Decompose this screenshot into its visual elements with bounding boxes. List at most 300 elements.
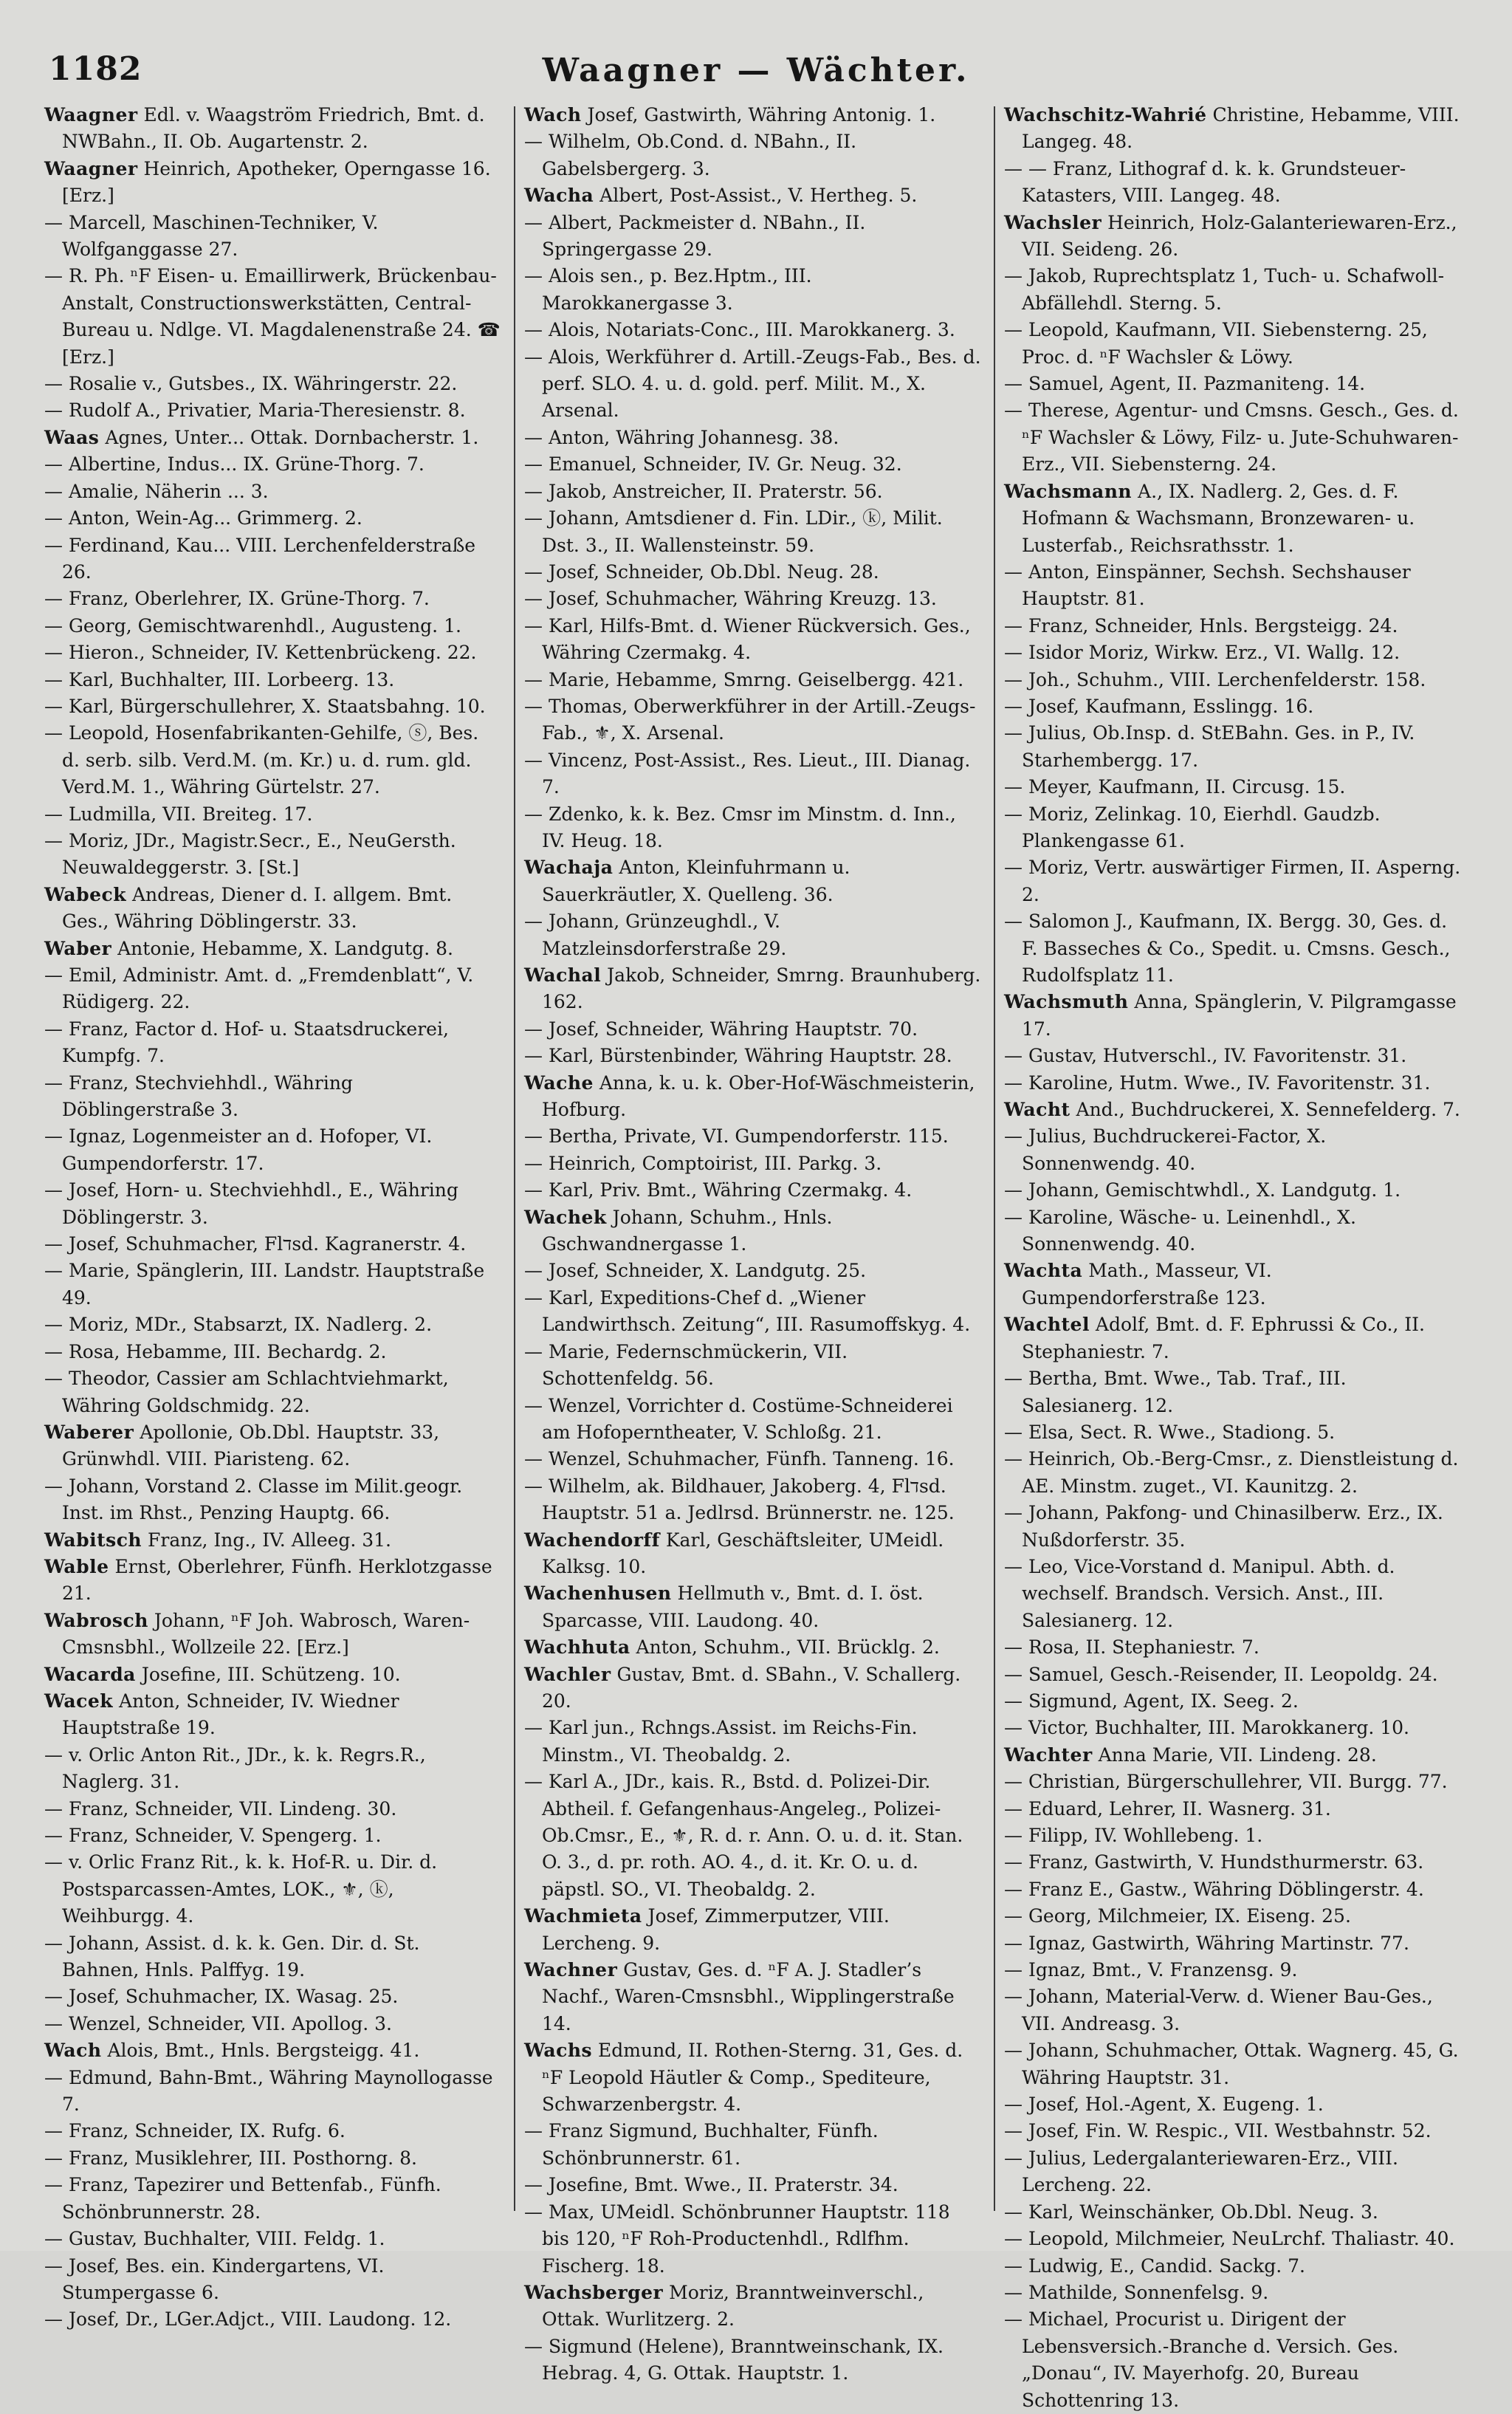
entry-surname: Wacht — [1004, 1099, 1071, 1121]
entry-text: — Franz, Schneider, Hnls. Bergsteigg. 24. — [1004, 614, 1398, 637]
directory-entry — [44, 1258, 502, 1311]
directory-entry — [524, 1177, 982, 1204]
directory-entry — [44, 371, 502, 397]
directory-entry — [44, 532, 502, 586]
entry-text: — Jakob, Ruprechtsplatz 1, Tuch- u. Schafwoll-Abfällehdl. Sterng. 5. — [1004, 265, 1445, 314]
entry-text: Anna, Spänglerin, V. Pilgramgasse 17. — [1022, 991, 1457, 1040]
entry-surname: Waberer — [44, 1421, 134, 1443]
directory-entry — [44, 2306, 502, 2333]
entry-text: — Karl, Weinschänker, Ob.Dbl. Neug. 3. — [1004, 2201, 1378, 2223]
directory-entry — [524, 1123, 982, 1150]
entry-text: — Franz, Schneider, VII. Lindeng. 30. — [44, 1797, 397, 1820]
entry-text: — Heinrich, Comptoirist, III. Parkg. 3. — [524, 1152, 882, 1174]
entry-surname: Waagner — [44, 157, 138, 179]
entry-surname: Wachs — [524, 2040, 593, 2062]
entry-text: — Ignaz, Bmt., V. Franzensg. 9. — [1004, 1959, 1298, 1981]
entry-text: — Josef, Horn- u. Stechviehhdl., E., Währing Döblingerstr. 3. — [44, 1179, 458, 1228]
entry-surname: Wachter — [1004, 1743, 1093, 1766]
directory-entry — [524, 1473, 982, 1527]
entry-surname: Wachner — [524, 1959, 618, 1981]
entry-text: — Johann, Schuhmacher, Ottak. Wagnerg. 45, G. Währing Hauptstr. 31. — [1004, 2040, 1459, 2088]
entry-text: — Max, UMeidl. Schönbrunner Hauptstr. 118 bis 120, ⁿF Roh-Productenhdl., Rdlfhm. Fischerg. 18. — [524, 2201, 950, 2277]
directory-entry — [524, 1634, 982, 1661]
entry-text: — Josef, Fin. W. Respic., VII. Westbahnstr. 52. — [1004, 2120, 1432, 2142]
entry-text: — v. Orlic Anton Rit., JDr., k. k. Regrs.R., Naglerg. 31. — [44, 1743, 426, 1793]
directory-entry — [1004, 2118, 1462, 2144]
column-3 — [1004, 102, 1462, 2411]
entry-text: — Rosa, II. Stephaniestr. 7. — [1004, 1636, 1260, 1659]
entry-text: And., Buchdruckerei, X. Sennefelderg. 7. — [1070, 1099, 1460, 1121]
directory-entry — [44, 2253, 502, 2307]
entry-text: — — Franz, Lithograf d. k. k. Grundsteuer-Katasters, VIII. Langeg. 48. — [1004, 157, 1406, 207]
entry-text: — Victor, Buchhalter, III. Marokkanerg. 10. — [1004, 1717, 1409, 1739]
directory-entry — [1004, 559, 1462, 613]
entry-text: — Anton, Einspänner, Sechsh. Sechshauser Hauptstr. 81. — [1004, 560, 1411, 610]
entry-text: — Rosalie v., Gutsbes., IX. Währingerstr. 22. — [44, 373, 458, 395]
directory-entry — [44, 1554, 502, 1608]
entry-text: — Franz, Oberlehrer, IX. Grüne-Thorg. 7. — [44, 588, 430, 610]
entry-text: — Albert, Packmeister d. NBahn., II. Springergasse 29. — [524, 211, 866, 261]
directory-entry — [44, 505, 502, 532]
directory-entry — [524, 317, 982, 343]
entry-text: — Karl, Bürstenbinder, Währing Hauptstr. 28. — [524, 1045, 952, 1067]
directory-entry — [44, 2065, 502, 2119]
directory-entry — [524, 479, 982, 505]
entry-text: — Michael, Procurist u. Dirigent der Lebensversich.-Branche d. Versich. Ges. „Donau“, IV. Mayerhofg. 20, Bureau Schottenring 13. — [1004, 2308, 1399, 2411]
entry-text: — Johann, Material-Verw. d. Wiener Bau-Ges., VII. Andreasg. 3. — [1004, 1986, 1433, 2034]
entry-text: Christine, Hebamme, VIII. Langeg. 48. — [1022, 104, 1460, 153]
entry-text: — Karl, Priv. Bmt., Währing Czermakg. 4. — [524, 1179, 913, 1201]
directory-entry — [1004, 1957, 1462, 1983]
directory-entry — [1004, 397, 1462, 478]
entry-surname: Wachsler — [1004, 211, 1102, 233]
entry-text: — Anton, Währing Johannesg. 38. — [524, 426, 839, 448]
entry-text: — Therese, Agentur- und Cmsns. Gesch., Ges. d. ⁿF Wachsler & Löwy, Filz- u. Jute-Schuhwaren-Erz., VII. Siebensterng. 24. — [1004, 400, 1459, 476]
directory-entry — [1004, 1043, 1462, 1069]
entry-text: — Alois, Werkführer d. Artill.-Zeugs-Fab., Bes. d. perf. SLO. 4. u. d. gold. perf. Milit. M., X. Arsenal. — [524, 346, 981, 422]
entry-text: A., IX. Nadlerg. 2, Ges. d. F. Hofmann & Wachsmann, Bronzewaren- u. Lusterfab., Reichsrathsstr. 1. — [1022, 480, 1415, 556]
directory-entry — [44, 2172, 502, 2226]
entry-surname: Wabitsch — [44, 1529, 142, 1551]
directory-entry — [1004, 263, 1462, 317]
directory-entry — [44, 263, 502, 371]
entry-text: — Meyer, Kaufmann, II. Circusg. 15. — [1004, 776, 1346, 798]
directory-entry — [44, 2011, 502, 2037]
directory-entry — [44, 882, 502, 936]
directory-entry — [1004, 1876, 1462, 1903]
directory-entry — [524, 1446, 982, 1472]
entry-text: — Alois sen., p. Bez.Hptm., III. Marokkanergasse 3. — [524, 265, 812, 314]
directory-entry — [44, 1123, 502, 1177]
directory-entry — [524, 1204, 982, 1258]
directory-entry — [44, 1527, 502, 1554]
entry-text: — Josef, Schneider, Ob.Dbl. Neug. 28. — [524, 560, 879, 583]
directory-entry — [1004, 854, 1462, 908]
directory-entry — [44, 1930, 502, 1984]
entry-text: — Filipp, IV. Wohllebeng. 1. — [1004, 1825, 1263, 1846]
directory-entry — [524, 1393, 982, 1447]
entry-text: — Karl, Bürgerschullehrer, X. Staatsbahng. 10. — [44, 695, 486, 717]
entry-text: — Christian, Bürgerschullehrer, VII. Burgg. 77. — [1004, 1771, 1448, 1793]
directory-entry — [44, 1796, 502, 1822]
entry-text: Apollonie, Ob.Dbl. Hauptstr. 33, Grünwhdl. VIII. Piaristeng. 62. — [62, 1421, 440, 1470]
directory-entry — [524, 1662, 982, 1715]
directory-entry — [44, 1849, 502, 1930]
directory-entry — [524, 908, 982, 962]
entry-text: — Jakob, Anstreicher, II. Praterstr. 56. — [524, 480, 883, 502]
entry-text: — Marie, Hebamme, Smrng. Geiselbergg. 421. — [524, 668, 964, 690]
directory-entry — [524, 182, 982, 209]
entry-surname: Wachsberger — [524, 2281, 664, 2303]
directory-entry — [44, 156, 502, 210]
entry-surname: Wachek — [524, 1206, 607, 1228]
directory-entry — [44, 801, 502, 828]
directory-entry — [524, 1151, 982, 1177]
directory-entry — [1004, 667, 1462, 693]
directory-entry — [524, 1016, 982, 1043]
entry-text: — Rosa, Hebamme, III. Bechardg. 2. — [44, 1340, 387, 1362]
entry-text: — Theodor, Cassier am Schlachtviehmarkt, Währing Goldschmidg. 22. — [44, 1368, 449, 1416]
entry-text: — Leopold, Hosenfabrikanten-Gehilfe, ⓢ, Bes. d. serb. silb. Verd.M. (m. Kr.) u. d. rum. gld. Verd.M. 1., Währing Gürtelstr. 27. — [44, 722, 479, 798]
column-2 — [524, 102, 982, 2384]
directory-entry — [44, 1983, 502, 2010]
directory-entry — [524, 1769, 982, 1903]
entry-surname: Wacek — [44, 1690, 114, 1712]
directory-entry — [524, 2280, 982, 2334]
entry-text: — Moriz, MDr., Stabsarzt, IX. Nadlerg. 2. — [44, 1314, 433, 1336]
directory-entry — [44, 1231, 502, 1258]
directory-entry — [1004, 639, 1462, 666]
entry-surname: Wachal — [524, 964, 602, 986]
entry-text: Johann, ⁿF Joh. Wabrosch, Waren-Cmsnsbhl., Wollzeile 22. [Erz.] — [62, 1609, 470, 1659]
directory-entry — [1004, 1930, 1462, 1957]
entry-text: — Wilhelm, Ob.Cond. d. NBahn., II. Gabelsbergerg. 3. — [524, 131, 857, 179]
running-head: Waagner — Wächter. — [542, 52, 970, 89]
directory-entry — [524, 102, 982, 128]
entry-text: — Franz, Factor d. Hof- u. Staatsdruckerei, Kumpfg. 7. — [44, 1018, 449, 1067]
directory-entry — [524, 344, 982, 425]
directory-entry — [524, 1043, 982, 1069]
entry-text: Gustav, Bmt. d. SBahn., V. Schallerg. 20. — [542, 1663, 961, 1712]
directory-entry — [1004, 1849, 1462, 1876]
directory-entry — [44, 693, 502, 720]
entry-text: — Gustav, Buchhalter, VIII. Feldg. 1. — [44, 2228, 385, 2250]
entry-text: — Wenzel, Schuhmacher, Fünfh. Tanneng. 16. — [524, 1448, 955, 1470]
directory-entry — [1004, 1204, 1462, 1258]
directory-entry — [1004, 989, 1462, 1043]
entry-text: — Karl, Buchhalter, III. Lorbeerg. 13. — [44, 668, 395, 690]
directory-entry — [44, 2037, 502, 2064]
directory-entry — [44, 1177, 502, 1231]
entry-text: — Josef, Schneider, X. Landgutg. 25. — [524, 1260, 867, 1282]
directory-entry — [1004, 693, 1462, 720]
page-number: 1182 — [49, 50, 142, 88]
directory-entry — [1004, 613, 1462, 639]
entry-text: — Samuel, Agent, II. Pazmaniteng. 14. — [1004, 373, 1366, 395]
entry-surname: Wable — [44, 1555, 109, 1577]
directory-entry — [44, 479, 502, 505]
directory-entry — [44, 425, 502, 451]
directory-entry — [1004, 1634, 1462, 1661]
directory-entry — [1004, 2280, 1462, 2306]
entry-text: — Emanuel, Schneider, IV. Gr. Neug. 32. — [524, 453, 902, 476]
entry-surname: Wabrosch — [44, 1609, 148, 1631]
directory-entry — [524, 2037, 982, 2118]
entry-surname: Waber — [44, 937, 112, 959]
directory-entry — [44, 1608, 502, 1662]
directory-entry — [44, 2118, 502, 2144]
directory-entry — [524, 505, 982, 559]
directory-entry — [1004, 317, 1462, 371]
entry-text: — Mathilde, Sonnenfelsg. 9. — [1004, 2281, 1269, 2303]
directory-entry — [1004, 2226, 1462, 2252]
directory-entry — [524, 747, 982, 801]
entry-text: Josef, Gastwirth, Währing Antonig. 1. — [581, 104, 936, 126]
entry-surname: Waagner — [44, 104, 138, 126]
entry-text: — Josef, Schneider, Währing Hauptstr. 70. — [524, 1018, 918, 1040]
entry-text: — Josef, Schuhmacher, Währing Kreuzg. 13. — [524, 588, 937, 610]
entry-surname: Wacarda — [44, 1663, 136, 1685]
directory-entry — [1004, 774, 1462, 800]
entry-text: — Karl, Hilfs-Bmt. d. Wiener Rückversich. Ges., Währing Czermakg. 4. — [524, 614, 971, 664]
entry-text: Math., Masseur, VI. Gumpendorferstraße 123. — [1022, 1260, 1272, 1309]
directory-entry — [44, 962, 502, 1016]
entry-text: — Rudolf A., Privatier, Maria-Theresienstr. 8. — [44, 400, 466, 422]
directory-entry — [1004, 2037, 1462, 2091]
entry-text: Gustav, Ges. d. ⁿF A. J. Stadler’s Nachf., Waren-Cmsnsbhl., Wipplingerstraße 14. — [542, 1959, 955, 2034]
entry-text: — Franz E., Gastw., Währing Döblingerstr. 4. — [1004, 1878, 1424, 1900]
directory-entry — [524, 667, 982, 693]
entry-text: — Wenzel, Vorrichter d. Costüme-Schneiderei am Hofoperntheater, V. Schloßg. 21. — [524, 1394, 953, 1443]
entry-text: — Johann, Vorstand 2. Classe im Milit.geogr. Inst. im Rhst., Penzing Hauptg. 66. — [44, 1475, 463, 1524]
directory-entry — [44, 1339, 502, 1365]
entry-text: — Anton, Wein-Ag... Grimmerg. 2. — [44, 507, 362, 529]
directory-entry — [1004, 1258, 1462, 1311]
entry-text: Alois, Bmt., Hnls. Bergsteigg. 41. — [101, 2040, 420, 2062]
entry-surname: Wabeck — [44, 883, 127, 905]
directory-entry — [1004, 2306, 1462, 2414]
entry-text: Albert, Post-Assist., V. Hertheg. 5. — [594, 185, 918, 207]
entry-text: — Moriz, JDr., Magistr.Secr., E., NeuGersth. Neuwaldeggerstr. 3. [St.] — [44, 829, 456, 879]
entry-text: Agnes, Unter... Ottak. Dornbacherstr. 1. — [99, 426, 479, 448]
directory-entry — [44, 1822, 502, 1849]
directory-entry — [1004, 156, 1462, 210]
entry-text: — Franz Sigmund, Buchhalter, Fünfh. Schönbrunnerstr. 61. — [524, 2120, 879, 2169]
page-header — [49, 46, 1463, 97]
entry-text: — Johann, Gemischtwhdl., X. Landgutg. 1. — [1004, 1179, 1401, 1201]
entry-surname: Wachschitz-Wahrié — [1004, 104, 1207, 126]
directory-entry — [1004, 1070, 1462, 1097]
entry-text: — Julius, Ob.Insp. d. StEBahn. Ges. in P., IV. Starhembergg. 17. — [1004, 722, 1415, 771]
entry-text: Hellmuth v., Bmt. d. I. öst. Sparcasse, VIII. Laudong. 40. — [542, 1583, 924, 1631]
directory-entry — [524, 854, 982, 908]
entry-text: — Karl, Expeditions-Chef d. „Wiener Landwirthsch. Zeitung“, III. Rasumoffskyg. 4. — [524, 1286, 971, 1336]
entry-surname: Wachsmann — [1004, 480, 1133, 502]
entry-text: Adolf, Bmt. d. F. Ephrussi & Co., II. Stephaniestr. 7. — [1022, 1314, 1426, 1362]
entry-text: — Amalie, Näherin ... 3. — [44, 480, 269, 502]
directory-entry — [44, 1688, 502, 1742]
directory-entry — [1004, 1822, 1462, 1849]
entry-text: — Ignaz, Logenmeister an d. Hofoper, VI. Gumpendorferstr. 17. — [44, 1125, 433, 1174]
directory-entry — [1004, 1554, 1462, 1634]
entry-text: — Elsa, Sect. R. Wwe., Stadiong. 5. — [1004, 1421, 1336, 1443]
entry-text: — Franz, Tapezirer und Bettenfab., Fünfh. Schönbrunnerstr. 28. — [44, 2174, 441, 2223]
directory-entry — [524, 2199, 982, 2280]
entry-text: — Ludmilla, VII. Breiteg. 17. — [44, 803, 313, 825]
entry-text: — Edmund, Bahn-Bmt., Währing Maynollogasse 7. — [44, 2066, 493, 2116]
entry-text: — Zdenko, k. k. Bez. Cmsr im Minstm. d. Inn., IV. Heug. 18. — [524, 803, 956, 851]
entry-text: — R. Ph. ⁿF Eisen- u. Emaillirwerk, Brückenbau-Anstalt, Constructionswerkstätten, Central-Bureau u. Ndlge. VI. Magdalenenstraße 24. ☎ [Erz.] — [44, 265, 501, 368]
entry-text: Josefine, III. Schützeng. 10. — [135, 1663, 401, 1685]
directory-entry — [1004, 102, 1462, 156]
entry-text: — v. Orlic Franz Rit., k. k. Hof-R. u. Dir. d. Postsparcassen-Amtes, LOK., ⚜, ⓚ, Weihburgg. 4. — [44, 1851, 438, 1927]
entry-surname: Wachmieta — [524, 1905, 642, 1927]
entry-surname: Wach — [524, 104, 582, 126]
entry-text: — Karoline, Hutm. Wwe., IV. Favoritenstr. 31. — [1004, 1071, 1431, 1094]
entry-text: — Franz, Gastwirth, V. Hundsthurmerstr. 63. — [1004, 1851, 1424, 1873]
directory-entry — [1004, 1419, 1462, 1446]
entry-surname: Wachaja — [524, 857, 614, 879]
entry-text: Moriz, Branntweinverschl., Ottak. Wurlitzerg. 2. — [542, 2281, 924, 2331]
entry-text: — Joh., Schuhm., VIII. Lerchenfelderstr. 158. — [1004, 668, 1426, 690]
directory-entry — [44, 102, 502, 156]
directory-entry — [524, 2334, 982, 2387]
entry-text: — Salomon J., Kaufmann, IX. Bergg. 30, Ges. d. F. Basseches & Co., Spedit. u. Cmsns. Gesch., Rudolfsplatz 11. — [1004, 911, 1451, 986]
entry-text: Heinrich, Holz-Galanteriewaren-Erz., VII. Seideng. 26. — [1022, 211, 1457, 261]
directory-columns — [44, 102, 1469, 2411]
directory-entry — [524, 1957, 982, 2037]
directory-entry — [524, 1339, 982, 1393]
directory-entry — [524, 1580, 982, 1634]
directory-entry — [1004, 801, 1462, 855]
directory-entry — [44, 397, 502, 424]
entry-text: — Georg, Milchmeier, IX. Eiseng. 25. — [1004, 1905, 1351, 1927]
entry-text: — Moriz, Zelinkag. 10, Eierhdl. Gaudzb. Plankengasse 61. — [1004, 803, 1381, 851]
directory-entry — [44, 1365, 502, 1419]
directory-entry — [44, 2226, 502, 2252]
directory-entry — [44, 451, 502, 478]
directory-entry — [524, 425, 982, 451]
entry-text: — Sigmund (Helene), Branntweinschank, IX. Hebrag. 4, G. Ottak. Hauptstr. 1. — [524, 2335, 944, 2384]
directory-entry — [1004, 2091, 1462, 2118]
directory-entry — [44, 1311, 502, 1338]
entry-text: — Ferdinand, Kau... VIII. Lerchenfelderstraße 26. — [44, 534, 476, 583]
directory-entry — [1004, 371, 1462, 397]
entry-text: — Ignaz, Gastwirth, Währing Martinstr. 77. — [1004, 1932, 1409, 1954]
entry-text: Heinrich, Apotheker, Operngasse 16. [Erz.] — [62, 157, 491, 207]
entry-text: — Josef, Kaufmann, Esslingg. 16. — [1004, 695, 1314, 717]
entry-text: Edl. v. Waagström Friedrich, Bmt. d. NWBahn., II. Ob. Augartenstr. 2. — [62, 104, 485, 153]
entry-text: — Albertine, Indus... IX. Grüne-Thorg. 7. — [44, 453, 425, 476]
directory-entry — [524, 128, 982, 182]
entry-text: — Wenzel, Schneider, VII. Apollog. 3. — [44, 2012, 392, 2034]
directory-entry — [1004, 1177, 1462, 1204]
directory-entry — [1004, 1097, 1462, 1123]
entry-text: — Marie, Spänglerin, III. Landstr. Hauptstraße 49. — [44, 1260, 485, 1309]
entry-text: — Georg, Gemischtwarenhdl., Augusteng. 1. — [44, 614, 461, 637]
entry-text: Edmund, II. Rothen-Sterng. 31, Ges. d. ⁿF Leopold Häutler & Comp., Spediteure, Schwarzenbergstr. 4. — [542, 2040, 963, 2116]
entry-text: — Marcell, Maschinen-Techniker, V. Wolfganggasse 27. — [44, 211, 379, 261]
directory-entry — [44, 210, 502, 264]
directory-entry — [1004, 1903, 1462, 1930]
entry-surname: Wachendorff — [524, 1529, 660, 1551]
entry-surname: Wacha — [524, 185, 594, 207]
entry-text: — Wilhelm, ak. Bildhauer, Jakoberg. 4, Flדsd. Hauptstr. 51 a. Jedlrsd. Brünnerstr. ne. 125. — [524, 1475, 955, 1524]
entry-text: — Heinrich, Ob.-Berg-Cmsr., z. Dienstleistung d. AE. Minstm. zuget., VI. Kaunitzg. 2. — [1004, 1448, 1459, 1497]
entry-text: — Josef, Dr., LGer.Adjct., VIII. Laudong. 12. — [44, 2308, 452, 2331]
directory-entry — [524, 1285, 982, 1339]
directory-entry — [44, 639, 502, 666]
entry-text: — Sigmund, Agent, IX. Seeg. 2. — [1004, 1690, 1299, 1712]
directory-entry — [1004, 908, 1462, 989]
directory-entry — [524, 1258, 982, 1284]
entry-text: — Josefine, Bmt. Wwe., II. Praterstr. 34. — [524, 2174, 898, 2196]
entry-text: — Hieron., Schneider, IV. Kettenbrückeng. 22. — [44, 642, 477, 664]
directory-entry — [1004, 1715, 1462, 1741]
directory-entry — [1004, 2253, 1462, 2280]
entry-text: Andreas, Diener d. I. allgem. Bmt. Ges., Währing Döblingerstr. 33. — [62, 883, 453, 933]
entry-text: — Johann, Pakfong- und Chinasilberw. Erz., IX. Nußdorferstr. 35. — [1004, 1502, 1443, 1551]
entry-text: — Johann, Grünzeughdl., V. Matzleinsdorferstraße 29. — [524, 911, 787, 959]
entry-text: — Josef, Schuhmacher, Flדsd. Kagranerstr. 4. — [44, 1233, 467, 1255]
column-1 — [44, 102, 502, 2331]
column-divider — [514, 106, 515, 2211]
directory-entry — [44, 1473, 502, 1527]
directory-entry — [524, 210, 982, 264]
entry-text: — Josef, Hol.-Agent, X. Eugeng. 1. — [1004, 2094, 1324, 2116]
entry-surname: Waas — [44, 426, 100, 448]
directory-entry — [1004, 720, 1462, 774]
directory-entry — [1004, 210, 1462, 264]
directory-entry — [1004, 1769, 1462, 1795]
entry-text: — Thomas, Oberwerkführer in der Artill.-Zeugs-Fab., ⚜, X. Arsenal. — [524, 695, 976, 744]
directory-entry — [1004, 1688, 1462, 1715]
entry-surname: Wachler — [524, 1663, 611, 1685]
entry-surname: Wachtel — [1004, 1314, 1090, 1336]
entry-text: — Franz, Schneider, V. Spengerg. 1. — [44, 1825, 382, 1846]
directory-entry — [1004, 1742, 1462, 1769]
directory-entry — [1004, 1311, 1462, 1365]
entry-text: — Leopold, Milchmeier, NeuLrchf. Thaliastr. 40. — [1004, 2228, 1455, 2250]
directory-entry — [1004, 1796, 1462, 1822]
entry-surname: Wache — [524, 1071, 594, 1094]
directory-entry — [44, 667, 502, 693]
entry-text: — Isidor Moriz, Wirkw. Erz., VI. Wallg. 12. — [1004, 642, 1401, 664]
directory-entry — [524, 586, 982, 612]
entry-text: — Bertha, Private, VI. Gumpendorferstr. 115. — [524, 1125, 949, 1148]
entry-text: — Karoline, Wäsche- u. Leinenhdl., X. Sonnenwendg. 40. — [1004, 1206, 1356, 1255]
directory-entry — [524, 693, 982, 747]
directory-entry — [1004, 1123, 1462, 1177]
entry-text: Jakob, Schneider, Smrng. Braunhuberg. 162. — [542, 964, 981, 1013]
entry-text: — Johann, Assist. d. k. k. Gen. Dir. d. St. Bahnen, Hnls. Palffyg. 19. — [44, 1932, 420, 1981]
directory-entry — [1004, 479, 1462, 559]
entry-text: — Franz, Stechviehhdl., Währing Döblingerstraße 3. — [44, 1071, 353, 1121]
directory-entry — [524, 1527, 982, 1581]
directory-entry — [524, 559, 982, 586]
directory-entry — [44, 720, 502, 800]
entry-text: — Eduard, Lehrer, II. Wasnerg. 31. — [1004, 1797, 1331, 1820]
directory-entry — [44, 1419, 502, 1473]
entry-text: — Vincenz, Post-Assist., Res. Lieut., III. Dianag. 7. — [524, 749, 971, 798]
entry-text: — Leopold, Kaufmann, VII. Siebensterng. 25, Proc. d. ⁿF Wachsler & Löwy. — [1004, 319, 1428, 368]
directory-entry — [44, 2145, 502, 2172]
entry-surname: Wachta — [1004, 1260, 1083, 1282]
entry-text: Antonie, Hebamme, X. Landgutg. 8. — [111, 937, 453, 959]
entry-text: — Josef, Schuhmacher, IX. Wasag. 25. — [44, 1986, 399, 2008]
directory-entry — [44, 1070, 502, 1124]
directory-entry — [44, 1742, 502, 1796]
